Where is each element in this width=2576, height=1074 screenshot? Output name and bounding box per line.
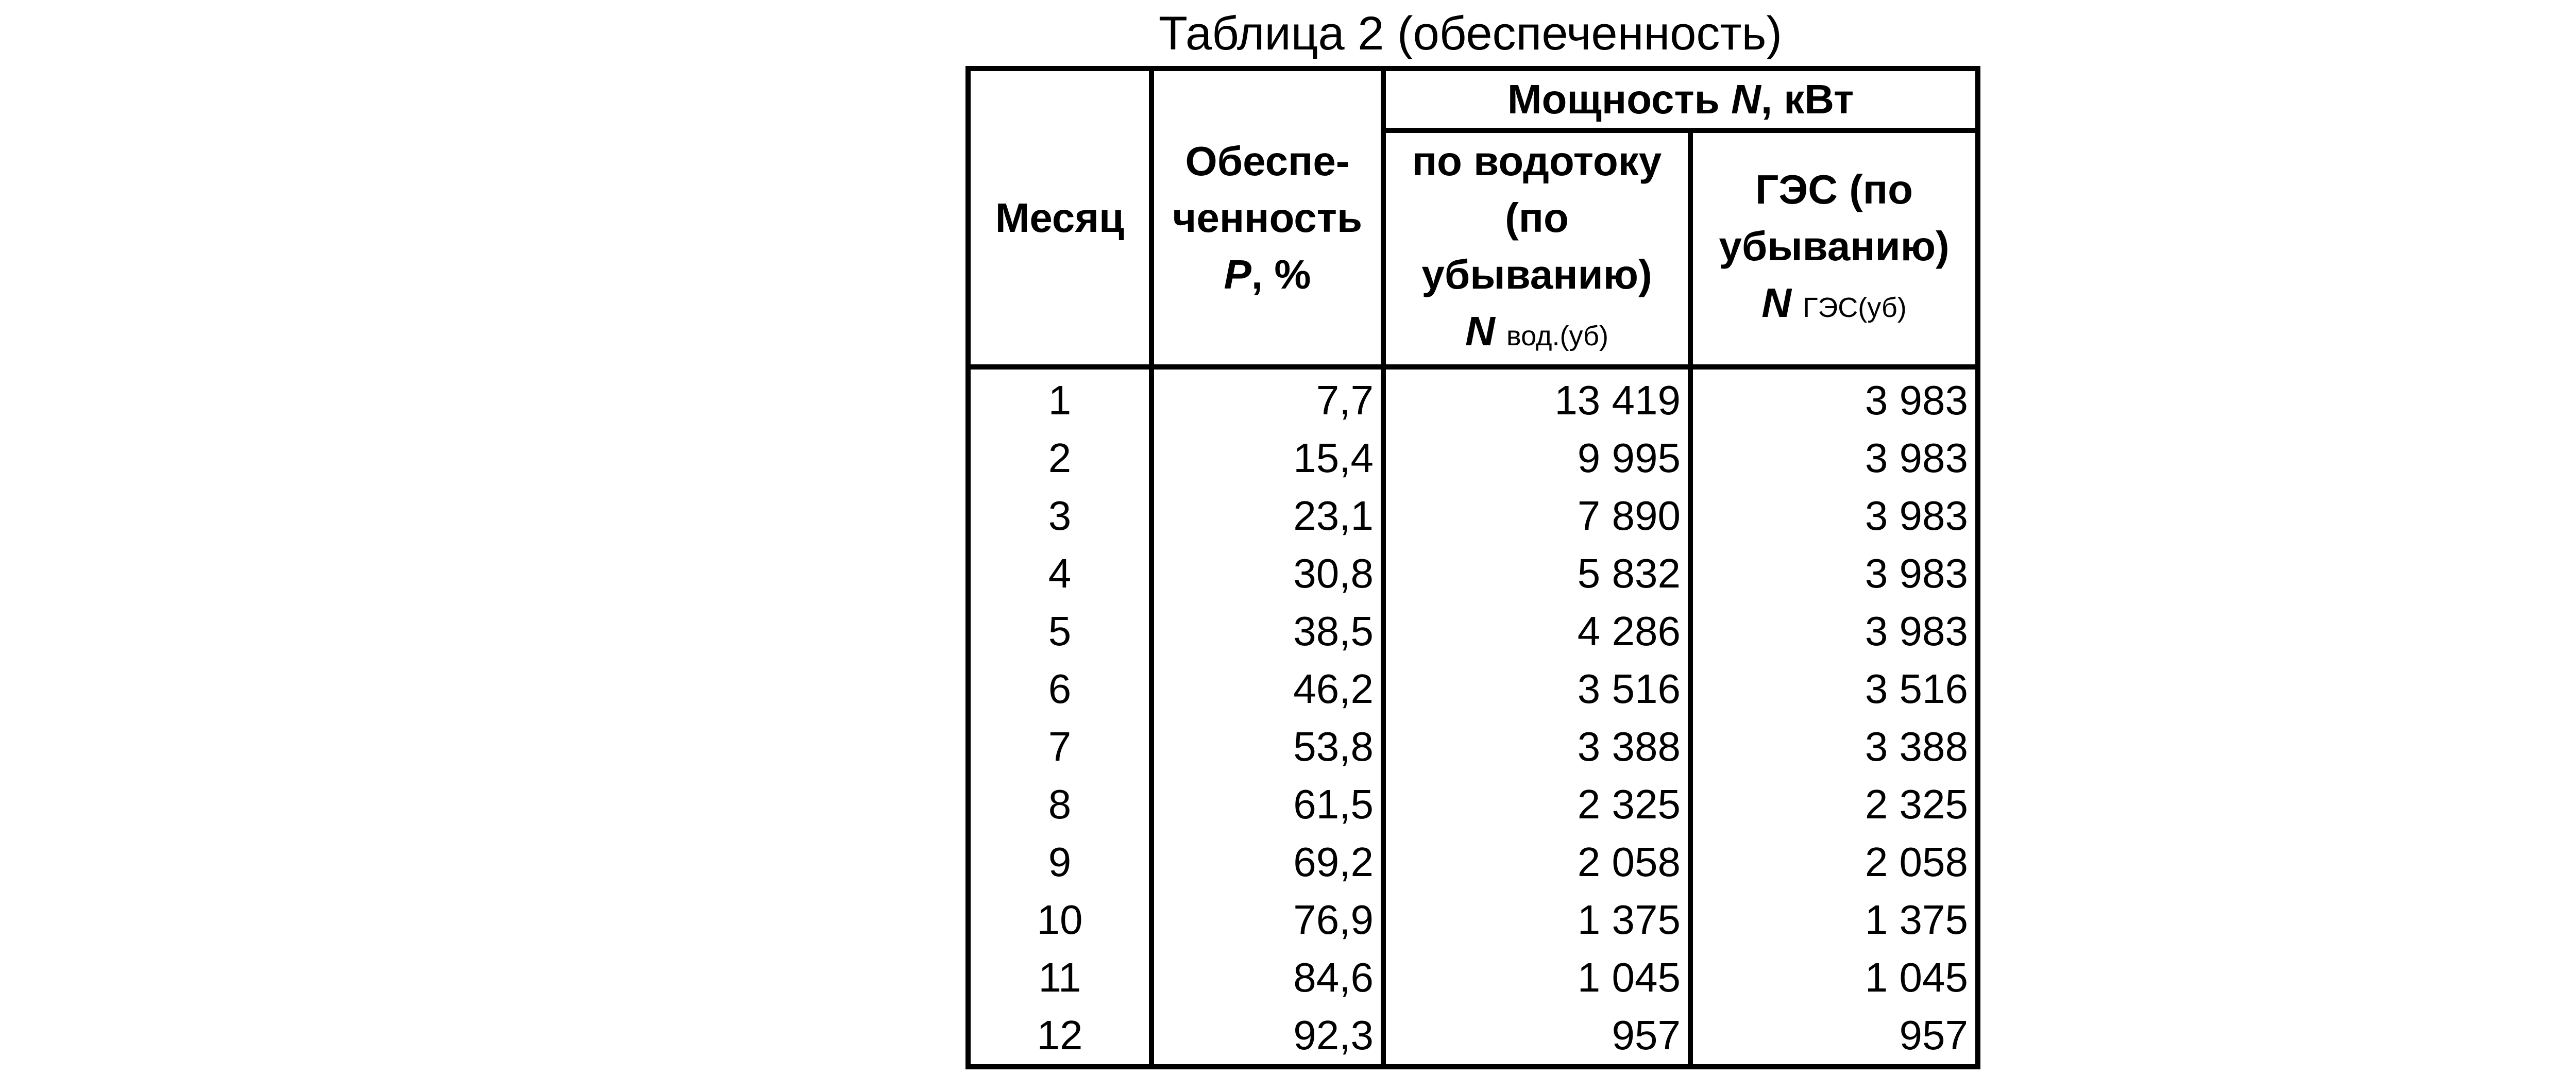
cell-flow-power: 9 995 <box>1383 429 1690 487</box>
cell-hpp-power: 3 983 <box>1690 487 1978 545</box>
header-flow-line2: (по <box>1505 195 1569 241</box>
cell-flow-power: 13 419 <box>1383 367 1690 429</box>
header-probability-symbol: P <box>1224 251 1251 297</box>
header-probability-line1: Обеспе- <box>1185 138 1350 184</box>
header-power-group <box>1383 69 1978 130</box>
cell-probability: 23,1 <box>1151 487 1383 545</box>
table-row <box>968 891 1978 949</box>
header-flow-power <box>1383 130 1690 367</box>
cell-month: 6 <box>968 660 1151 718</box>
cell-probability: 15,4 <box>1151 429 1383 487</box>
table-row <box>968 602 1978 660</box>
cell-hpp-power: 3 388 <box>1690 718 1978 776</box>
cell-probability: 7,7 <box>1151 367 1383 429</box>
cell-month: 2 <box>968 429 1151 487</box>
table-row <box>968 487 1978 545</box>
cell-hpp-power: 2 325 <box>1690 776 1978 833</box>
table-row <box>968 1006 1978 1067</box>
cell-probability: 30,8 <box>1151 545 1383 602</box>
cell-flow-power: 1 045 <box>1383 949 1690 1006</box>
cell-flow-power: 3 516 <box>1383 660 1690 718</box>
cell-hpp-power: 3 983 <box>1690 367 1978 429</box>
header-hpp-subscript: ГЭС(уб) <box>1803 292 1907 323</box>
cell-month: 5 <box>968 602 1151 660</box>
cell-hpp-power: 1 375 <box>1690 891 1978 949</box>
cell-hpp-power: 1 045 <box>1690 949 1978 1006</box>
cell-hpp-power: 3 516 <box>1690 660 1978 718</box>
cell-month: 10 <box>968 891 1151 949</box>
table-row <box>968 949 1978 1006</box>
cell-flow-power: 1 375 <box>1383 891 1690 949</box>
cell-month: 11 <box>968 949 1151 1006</box>
cell-month: 1 <box>968 367 1151 429</box>
cell-hpp-power: 2 058 <box>1690 833 1978 891</box>
header-power-symbol: N <box>1731 76 1761 122</box>
table-row <box>968 718 1978 776</box>
cell-flow-power: 2 058 <box>1383 833 1690 891</box>
cell-month: 4 <box>968 545 1151 602</box>
cell-month: 8 <box>968 776 1151 833</box>
cell-flow-power: 5 832 <box>1383 545 1690 602</box>
cell-hpp-power: 3 983 <box>1690 429 1978 487</box>
cell-probability: 84,6 <box>1151 949 1383 1006</box>
cell-probability: 46,2 <box>1151 660 1383 718</box>
header-power-prefix: Мощность <box>1507 76 1732 122</box>
cell-month: 3 <box>968 487 1151 545</box>
table-body <box>968 367 1978 1067</box>
header-probability-unit: , % <box>1251 251 1311 297</box>
header-flow-subscript: вод.(уб) <box>1506 321 1608 351</box>
cell-flow-power: 4 286 <box>1383 602 1690 660</box>
cell-probability: 38,5 <box>1151 602 1383 660</box>
cell-flow-power: 3 388 <box>1383 718 1690 776</box>
table-caption: Таблица 2 (обеспеченность) <box>1158 7 1783 60</box>
cell-hpp-power: 3 983 <box>1690 545 1978 602</box>
header-hpp-line1: ГЭС (по <box>1755 166 1913 212</box>
cell-month: 9 <box>968 833 1151 891</box>
header-probability-line2: ченность <box>1172 194 1363 241</box>
header-hpp-power <box>1690 130 1978 367</box>
header-flow-symbol: N <box>1465 308 1495 354</box>
table-row <box>968 545 1978 602</box>
header-hpp-symbol: N <box>1761 280 1791 326</box>
cell-probability: 76,9 <box>1151 891 1383 949</box>
table-row <box>968 660 1978 718</box>
header-flow-line1: по водотоку <box>1412 138 1662 184</box>
header-power-unit: , кВт <box>1760 76 1854 122</box>
cell-flow-power: 2 325 <box>1383 776 1690 833</box>
table-row <box>968 367 1978 429</box>
header-month-label: Месяц <box>995 194 1125 241</box>
header-probability <box>1151 69 1383 367</box>
cell-month: 7 <box>968 718 1151 776</box>
cell-probability: 92,3 <box>1151 1006 1383 1067</box>
header-flow-line3: убыванию) <box>1421 251 1652 297</box>
cell-flow-power: 7 890 <box>1383 487 1690 545</box>
cell-flow-power: 957 <box>1383 1006 1690 1067</box>
cell-hpp-power: 957 <box>1690 1006 1978 1067</box>
cell-month: 12 <box>968 1006 1151 1067</box>
table-row <box>968 429 1978 487</box>
cell-hpp-power: 3 983 <box>1690 602 1978 660</box>
cell-probability: 69,2 <box>1151 833 1383 891</box>
header-hpp-line2: убыванию) <box>1719 223 1950 269</box>
header-month <box>968 69 1151 367</box>
cell-probability: 53,8 <box>1151 718 1383 776</box>
table-header <box>968 69 1978 367</box>
cell-probability: 61,5 <box>1151 776 1383 833</box>
table-row <box>968 833 1978 891</box>
probability-table <box>965 66 1980 1069</box>
table-row <box>968 776 1978 833</box>
